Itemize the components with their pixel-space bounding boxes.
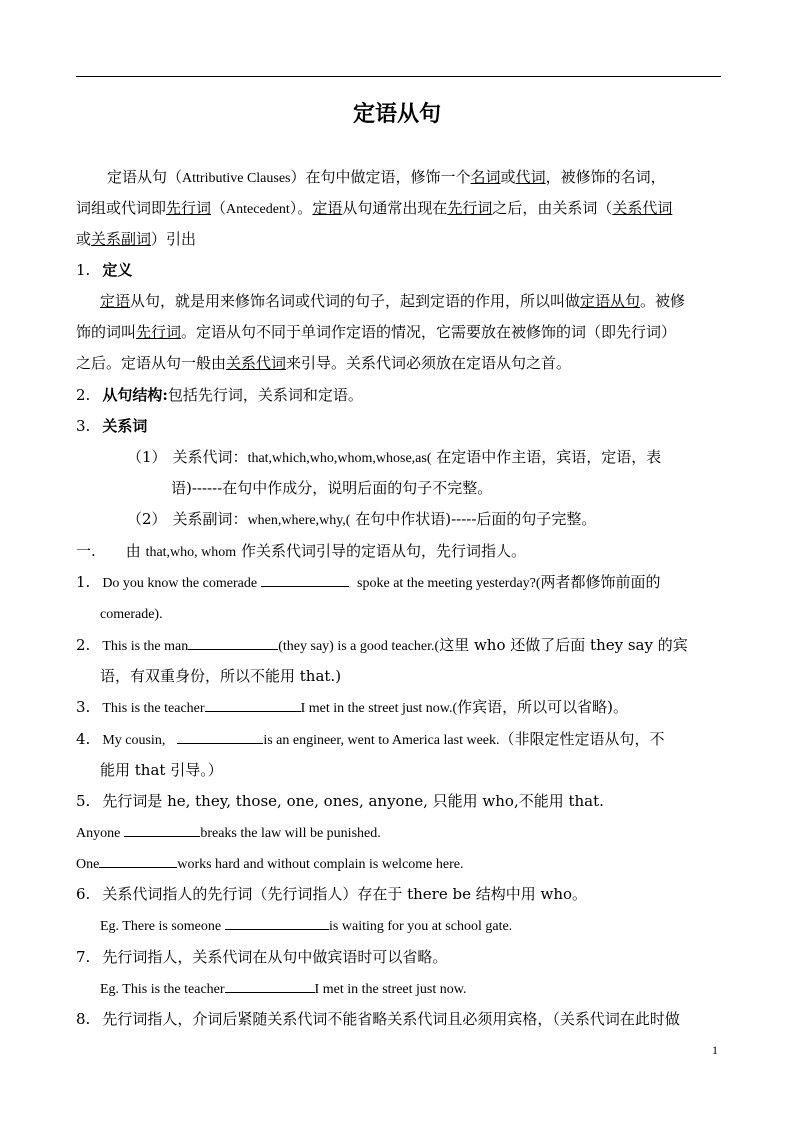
example-5-heading: [76, 790, 604, 812]
section-3-item-1-line-2: [171, 477, 492, 499]
text-en: that,who, whom: [145, 545, 237, 560]
link-attributive[interactable]: 定语: [312, 199, 343, 217]
text-en: My cousin,: [102, 733, 166, 748]
text: ）。: [289, 199, 313, 217]
text-en: I met in the street just now.: [314, 982, 467, 997]
text-en: Eg. This is the teacher: [100, 982, 225, 997]
text: 关系代词：: [172, 448, 248, 466]
example-3: [76, 696, 628, 720]
example-8-heading: [76, 1008, 680, 1030]
section-1-line-1: [100, 290, 685, 312]
text: 或: [76, 230, 92, 248]
fill-blank[interactable]: [124, 822, 200, 837]
example-6-sentence: [100, 914, 512, 938]
section-1-heading: [76, 259, 132, 281]
text: 作宾语，所以可以省略)。: [457, 698, 628, 716]
link-relative-pronoun[interactable]: 关系代词: [612, 199, 673, 217]
text: （: [211, 199, 227, 217]
link-noun[interactable]: 名词: [470, 168, 501, 186]
section-1-line-3: [76, 352, 571, 374]
section-3-heading: [76, 415, 147, 437]
link-attributive[interactable]: 定语: [100, 292, 131, 310]
text-en: works hard and without complain is welcome here.: [177, 857, 464, 872]
text: 两者都修饰前面的: [540, 573, 661, 591]
section-title: 关系词: [102, 417, 148, 435]
text: 语)------在句中作成分，说明后面的句子不完整。: [171, 479, 493, 497]
text: 这里 who 还做了后面 they say 的宾: [439, 636, 688, 654]
link-relative-adverb[interactable]: 关系副词: [91, 230, 152, 248]
text: 从句，就是用来修饰名词或代词的句子，起到定语的作用，所以叫做: [130, 292, 581, 310]
example-2-line-2: [100, 665, 341, 687]
text: 先行词指人，介词后紧随关系代词不能省略关系代词且必须用宾格，（关系代词在此时做: [102, 1010, 680, 1028]
section-1-line-2: [76, 321, 676, 343]
item-number: 7.: [76, 948, 91, 966]
text: 。被修: [640, 292, 686, 310]
item-number: （1）: [127, 448, 167, 466]
text: 由: [125, 542, 146, 560]
text-en: comerade).: [100, 607, 163, 622]
fill-blank[interactable]: [177, 729, 263, 744]
fill-blank[interactable]: [99, 853, 177, 868]
item-number: 3.: [76, 698, 91, 716]
text: 饰的词叫: [76, 323, 137, 341]
text-en: spoke at the meeting yesterday?(: [357, 576, 541, 591]
text: 在句中作状语)-----后面的句子完整。: [350, 510, 597, 528]
fill-blank[interactable]: [261, 572, 349, 587]
text: 或: [500, 168, 516, 186]
example-7-heading: [76, 946, 447, 968]
example-1-line-2: [100, 602, 163, 626]
text-en: is an engineer, went to America last week.: [263, 733, 500, 748]
section-3-item-2: [127, 508, 596, 532]
text-en: when,where,why,(: [247, 513, 351, 528]
text: 定语从句（: [107, 168, 183, 186]
text: ）引出: [151, 230, 197, 248]
text: 在定语中作主语，宾语，定语，表: [431, 448, 662, 466]
text-en: This is the man: [102, 639, 189, 654]
section-number: 1.: [76, 261, 91, 279]
text-en: I met in the street just now.(: [300, 701, 458, 716]
section-title: 定义: [102, 261, 133, 279]
text: 先行词是 he, they, those, one, ones, anyone, 只能用 who,不能用 that.: [102, 792, 604, 810]
item-number: 4.: [76, 730, 91, 748]
item-number: 5.: [76, 792, 91, 810]
link-antecedent[interactable]: 先行词: [136, 323, 182, 341]
text: 词组或代词即: [76, 199, 167, 217]
example-7-sentence: [100, 977, 466, 1001]
section-number: 2.: [76, 386, 91, 404]
example-5-sentence-2: [76, 852, 463, 876]
fill-blank[interactable]: [188, 635, 278, 650]
text: 之后。定语从句一般由: [76, 354, 227, 372]
item-number: 1.: [76, 573, 91, 591]
link-pronoun[interactable]: 代词: [515, 168, 546, 186]
text: 作关系代词引导的定语从句，先行词指人。: [236, 542, 526, 560]
text-en: that,which,who,whom,whose,as(: [247, 451, 432, 466]
example-2-line-1: [76, 634, 688, 658]
example-1-line-1: [76, 571, 661, 595]
text-en: This is the teacher: [102, 701, 205, 716]
example-4-line-1: [76, 728, 665, 752]
example-4-line-2: [100, 759, 223, 781]
item-number: 8.: [76, 1010, 91, 1028]
intro-line-1: [107, 166, 666, 190]
text: 包括先行词，关系词和定语。: [167, 386, 363, 404]
text-en: is waiting for you at school gate.: [329, 919, 513, 934]
link-attributive-clause[interactable]: 定语从句: [580, 292, 641, 310]
text: 之后，由关系词（: [492, 199, 613, 217]
text: 关系代词指人的先行词（先行词指人）存在于 there be 结构中用 who。: [102, 885, 588, 903]
text-en: Attributive Clauses: [182, 171, 291, 186]
text-en: Antecedent: [226, 202, 290, 217]
item-number: 6.: [76, 885, 91, 903]
text: （非限定性定语从句，不: [499, 730, 665, 748]
item-number: 2.: [76, 636, 91, 654]
text-en: Eg. There is someone: [100, 919, 222, 934]
link-relative-pronoun[interactable]: 关系代词: [226, 354, 287, 372]
item-number: （2）: [127, 510, 167, 528]
text: 来引导。关系代词必须放在定语从句之首。: [286, 354, 572, 372]
text-en: breaks the law will be punished.: [200, 826, 381, 841]
link-antecedent[interactable]: 先行词: [166, 199, 212, 217]
fill-blank[interactable]: [225, 978, 315, 993]
part-number: 一.: [76, 542, 96, 560]
text: 关系副词：: [172, 510, 248, 528]
example-6-heading: [76, 883, 587, 905]
part-1-heading: [76, 540, 526, 564]
section-number: 3.: [76, 417, 91, 435]
text-en: Anyone: [76, 826, 121, 841]
text: 。定语从句不同于单词作定语的情况，它需要放在被修饰的词（即先行词）: [181, 323, 677, 341]
section-title: 从句结构:: [102, 386, 168, 404]
fill-blank[interactable]: [205, 697, 301, 712]
text-en: One: [76, 857, 100, 872]
text: ，被修饰的名词，: [545, 168, 666, 186]
intro-line-3: [76, 228, 196, 250]
text: 语，有双重身份，所以不能用 that.): [100, 667, 342, 685]
text: 能用 that 引导。）: [100, 761, 223, 779]
section-3-item-1-line-1: [127, 446, 661, 470]
header-rule: [76, 76, 721, 77]
text-en: Do you know the comerade: [102, 576, 258, 591]
text: 从句通常出现在: [342, 199, 448, 217]
intro-line-2: [76, 197, 672, 221]
fill-blank[interactable]: [225, 915, 329, 930]
section-2: [76, 384, 363, 406]
example-5-sentence-1: [76, 821, 381, 845]
link-antecedent[interactable]: 先行词: [447, 199, 493, 217]
text: 先行词指人，关系代词在从句中做宾语时可以省略。: [102, 948, 448, 966]
page-number: 1: [712, 1043, 718, 1057]
text: ）在句中做定语，修饰一个: [290, 168, 471, 186]
text-en: (they say) is a good teacher.(: [278, 639, 440, 654]
page-title: 定语从句: [352, 101, 441, 127]
